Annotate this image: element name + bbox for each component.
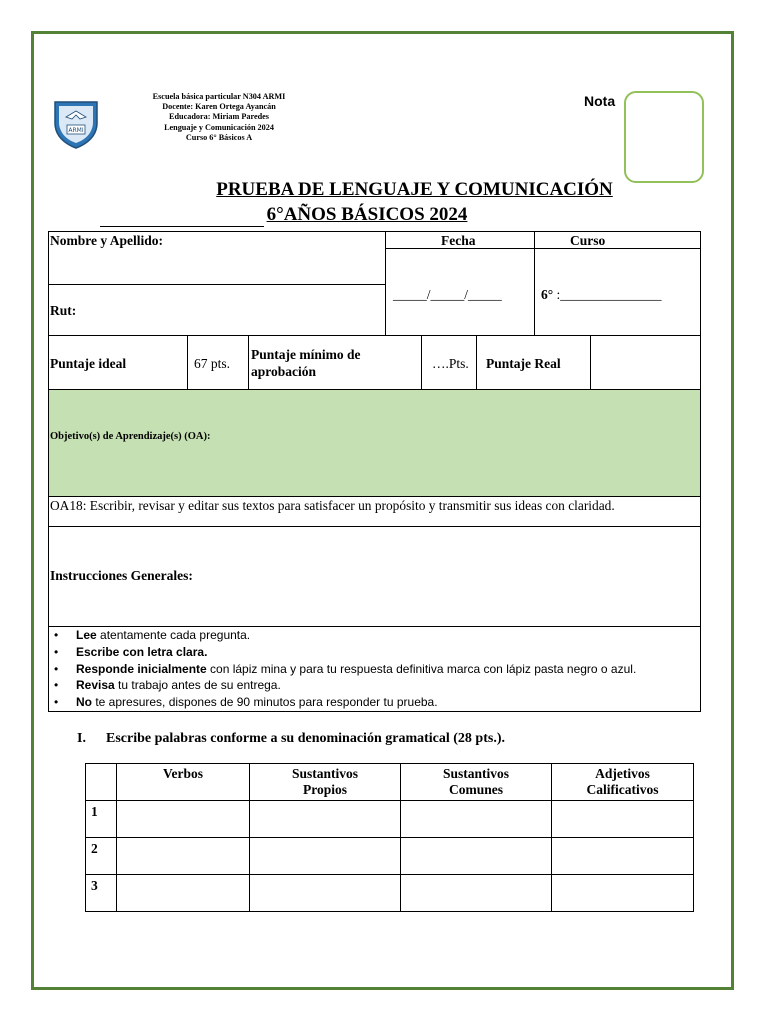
course-line: Curso 6° Básicos A [185,132,253,142]
instruction-bold: Lee [76,628,97,642]
puntaje-minimo-label-1: Puntaje mínimo de [251,347,361,362]
instruction-text: tu trabajo antes de su entrega. [114,678,281,693]
oa-text: OA18: Escribir, revisar y editar sus textos para satisfacer un propósito y transmitir sus ideas con claridad. [50,498,615,513]
puntaje-ideal-label: Puntaje ideal [50,356,127,371]
instruction-item: • No te apresures, dispones de 90 minutos para responder tu prueba. [54,695,438,710]
header-line: Verbos [162,766,203,781]
header-line: Propios [302,782,347,797]
instruction-bold: No [76,695,92,710]
test-title: PRUEBA DE LENGUAJE Y COMUNICACIÓN [216,179,613,200]
answer-cell[interactable] [401,838,552,875]
header-line: Adjetivos [595,766,650,781]
row-number: 2 [86,838,117,875]
section-title: Escribe palabras conforme a su denominación gramatical (28 pts.). [106,731,505,746]
instruction-item: • Responde inicialmente con lápiz mina y para tu respuesta definitiva marca con lápiz pasta negro o azul. [54,661,637,676]
table-row [86,875,694,912]
answer-cell[interactable] [250,801,401,838]
nota-box[interactable] [624,91,704,183]
section-number: I. [77,731,86,746]
answer-cell[interactable] [401,801,552,838]
puntaje-minimo-label-2: aprobación [251,364,317,379]
header-line: Sustantivos [442,766,510,781]
puntaje-real-label: Puntaje Real [486,356,561,371]
nombre-field[interactable] [50,262,380,282]
fecha-field[interactable]: _____/_____/_____ [393,287,502,302]
row-number: 3 [86,875,117,912]
table-row [86,838,694,875]
instructions-list [52,627,702,711]
instruction-item: • Revisa tu trabajo antes de su entrega. [54,678,281,693]
instruction-bold: Responde inicialmente [76,661,207,676]
teacher-line: Docente: Karen Ortega Ayancán [162,102,276,112]
instruction-text: con lápiz mina y para tu respuesta definitiva marca con lápiz pasta negro o azul. [206,661,637,676]
objetivo-label: Objetivo(s) de Aprendizaje(s) (OA): [50,431,211,442]
nota-label: Nota [584,93,616,109]
curso-label: Curso [570,233,606,248]
header-sustantivos-comunes [401,764,552,801]
answer-cell[interactable] [117,838,250,875]
subject-line: Lenguaje y Comunicación 2024 [164,122,274,132]
school-line: Escuela básica particular N304 ARMI [152,92,286,101]
nombre-label: Nombre y Apellido: [50,233,164,248]
answer-cell[interactable] [117,875,250,912]
curso-blank: :_______________ [556,287,662,302]
instruction-text: te apresures, dispones de 90 minutos para responder tu prueba. [92,695,438,710]
curso-field[interactable] [541,287,662,303]
school-logo [52,99,100,149]
header-sustantivos-propios [250,764,401,801]
answer-cell[interactable] [250,838,401,875]
test-subtitle: 6°AÑOS BÁSICOS 2024 [266,204,468,225]
header-line: Sustantivos [291,766,359,781]
rut-label: Rut: [50,303,77,318]
answer-cell[interactable] [250,875,401,912]
objective-fill [48,390,700,496]
grammar-table-header [86,764,694,801]
curso-prefix: 6° [541,287,554,302]
row-number: 1 [86,801,117,838]
header-verbos [117,764,250,801]
puntaje-minimo-value: ….Pts. [432,356,469,371]
instruction-item: • Escribe con letra clara. [54,644,208,659]
instruction-bold: Escribe con letra clara. [76,644,208,659]
grammar-table [85,763,694,912]
instruction-text: atentamente cada pregunta. [96,628,251,642]
answer-cell[interactable] [117,801,250,838]
answer-cell[interactable] [552,875,694,912]
header-line: Calificativos [586,782,659,797]
fecha-label: Fecha [441,233,476,248]
instruction-item: • Lee atentamente cada pregunta. [54,628,251,642]
instrucciones-label: Instrucciones Generales: [50,568,193,583]
header-line: Comunes [448,782,503,797]
title-underline [100,226,264,227]
header-adjetivos-calificativos [552,764,694,801]
section-heading [77,731,505,747]
instruction-bold: Revisa [76,678,115,693]
answer-cell[interactable] [401,875,552,912]
puntaje-real-field[interactable] [594,340,698,386]
puntaje-ideal-value: 67 pts. [194,356,231,371]
educator-line: Educadora: Miriam Paredes [169,112,269,122]
logo-text: ARMI [68,127,84,134]
header-cell-blank [86,764,117,801]
table-row [86,801,694,838]
school-info [110,92,328,143]
answer-cell[interactable] [552,801,694,838]
puntaje-minimo-label [251,346,361,380]
answer-cell[interactable] [552,838,694,875]
